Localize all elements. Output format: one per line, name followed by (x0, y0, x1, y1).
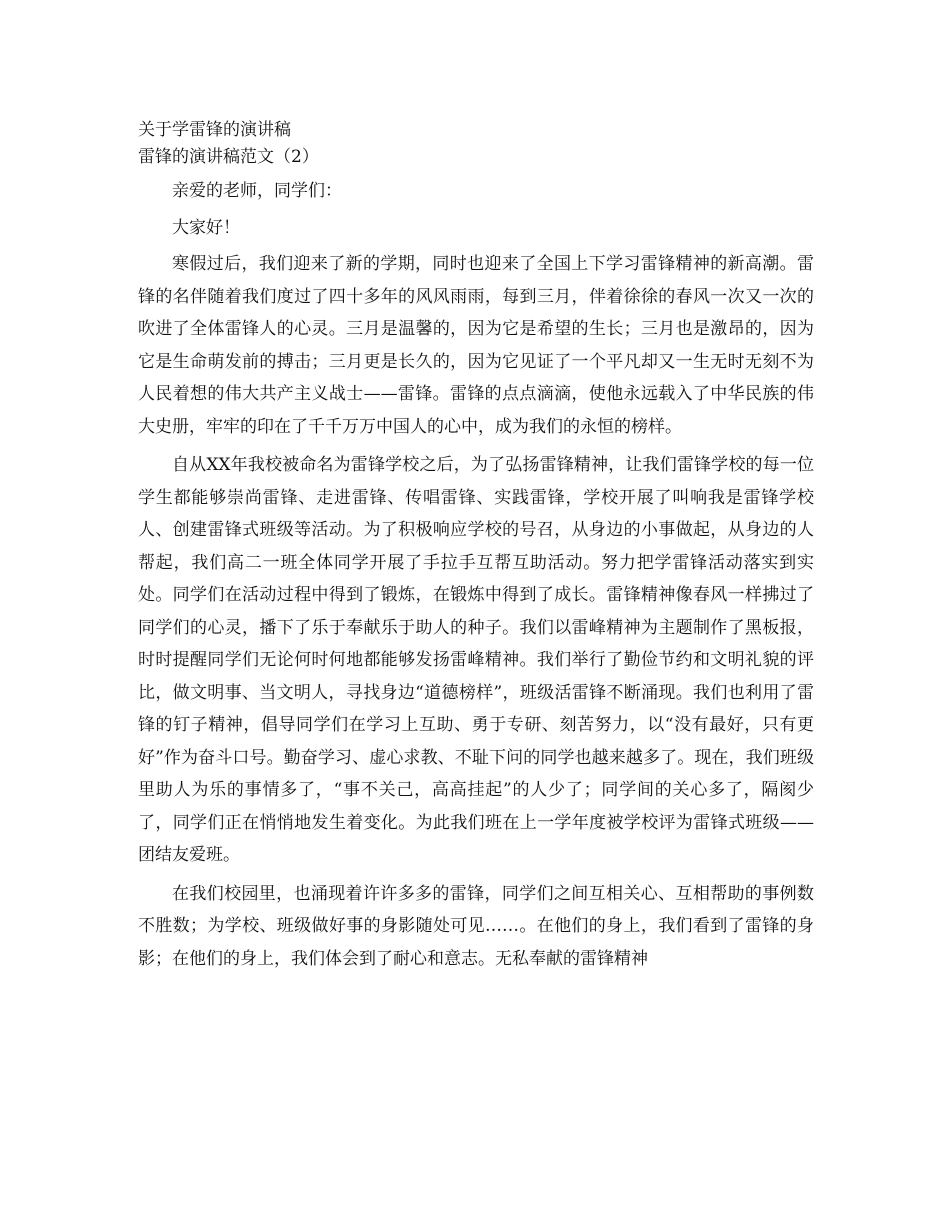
document-subtitle: 雷锋的演讲稿范文（2） (138, 147, 319, 167)
greeting: 大家好！ (172, 217, 240, 238)
salutation: 亲爱的老师，同学们： (172, 181, 342, 201)
document-title: 关于学雷锋的演讲稿 (138, 120, 291, 140)
paragraph-1: 寒假过后，我们迎来了新的学期，同时也迎来了全国上下学习雷锋精神的新高潮。雷锋的名伴随着我们度过了四十多年的风风雨雨，每到三月，伴着徐徐的春风一次又一次的吹进了全体雷锋人的心灵。三月是温馨的，因为它是希望的生长；三月也是激昂的，因为它是生命萌发前的搏击；三月更是长久的，因为它见证了一个平凡却又一生无时无刻不为人民着想的伟大共产主义战士——雷锋。雷锋的点点滴滴，使他永远载入了中华民族的伟大史册，牢牢的印在了千千万万中国人的心中，成为我们的永恒的榜样。 (138, 254, 814, 437)
paragraph-2: 自从XX年我校被命名为雷锋学校之后，为了弘扬雷锋精神，让我们雷锋学校的每一位学生都能够崇尚雷锋、走进雷锋、传唱雷锋、实践雷锋，学校开展了叫响我是雷锋学校人、创建雷锋式班级等活动。为了积极响应学校的号召，从身边的小事做起，从身边的人帮起，我们高二一班全体同学开展了手拉手互帮互助活动。努力把学雷锋活动落实到实处。同学们在活动过程中得到了锻炼，在锻炼中得到了成长。雷锋精神像春风一样拂过了同学们的心灵，播下了乐于奉献乐于助人的种子。我们以雷峰精神为主题制作了黑板报，时时提醒同学们无论何时何地都能够发扬雷峰精神。我们举行了勤俭节约和文明礼貌的评比，做文明事、当文明人，寻找身边“道德榜样”，班级活雷锋不断涌现。我们也利用了雷锋的钉子精神，倡导同学们在学习上互助、勇于专研、刻苦努力，以“没有最好，只有更好”作为奋斗口号。勤奋学习、虚心求教、不耻下问的同学也越来越多了。现在，我们班级里助人为乐的事情多了，“事不关己，高高挂起”的人少了；同学间的关心多了，隔阂少了，同学们正在悄悄地发生着变化。为此我们班在上一学年度被学校评为雷锋式班级——团结友爱班。 (138, 455, 814, 865)
document-body (138, 117, 814, 981)
paragraph-3: 在我们校园里，也涌现着许许多多的雷锋，同学们之间互相关心、互相帮助的事例数不胜数；为学校、班级做好事的身影随处可见……。在他们的身上，我们看到了雷锋的身影；在他们的身上，我们体会到了耐心和意志。无私奉献的雷锋精神 (138, 883, 814, 969)
